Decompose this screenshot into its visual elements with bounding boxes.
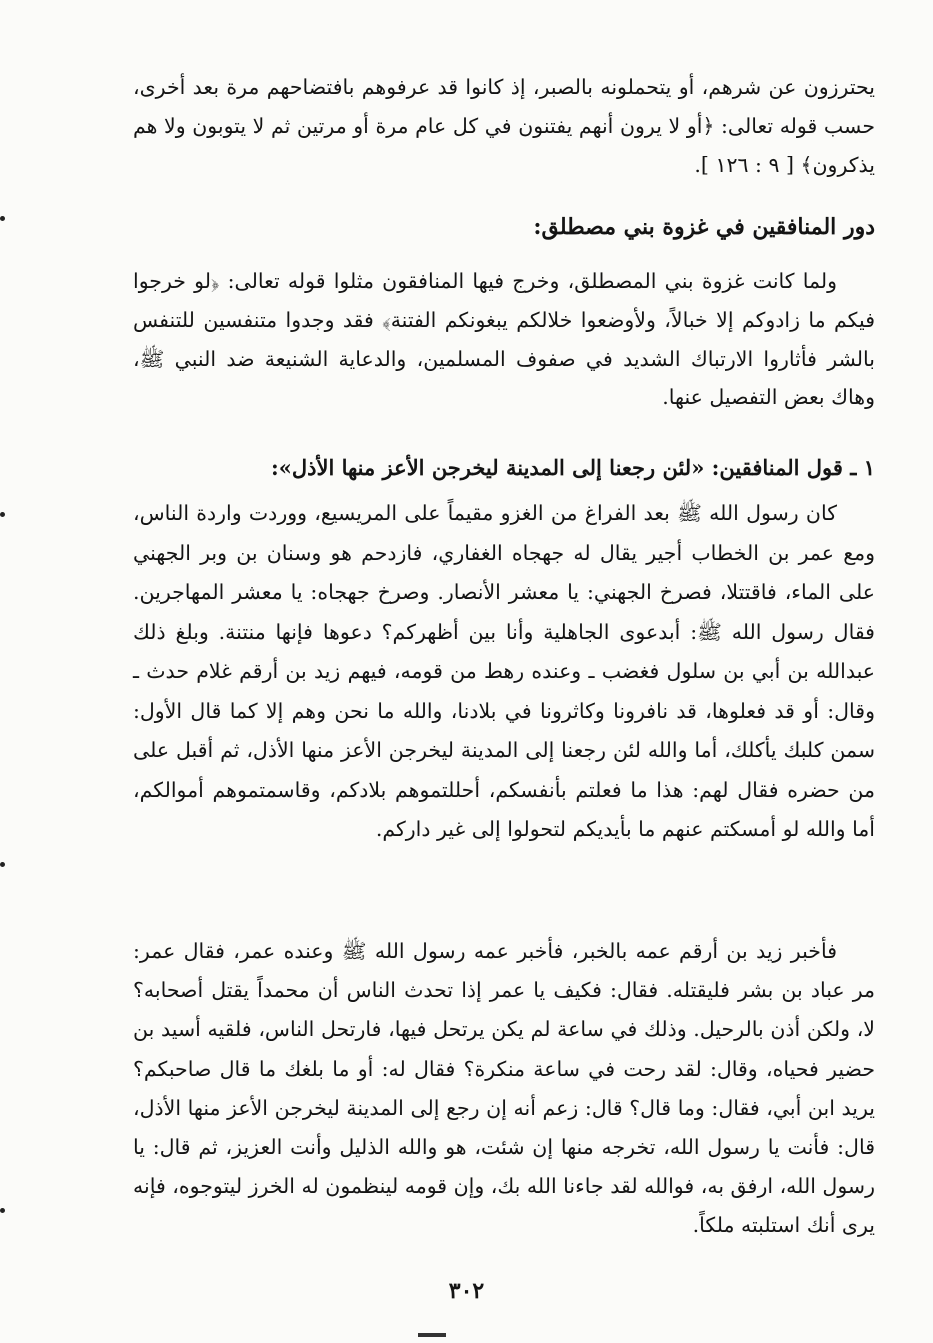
paragraph-text: ولما كانت غزوة بني المصطلق، وخرج فيها المنافقون مثلوا قوله تعالى: ﴿لو خرجوا فيكم ما زادوكم إلا خبالاً، ولأوضعوا خلالكم يبغونكم الفتنة﴾ فقد وجدوا متنفسين للتنفس بالشر فأثاروا الارتباك الشديد في صفوف المسلمين، والدعاية الشنيعة ضد النبي ﷺ، وهاك بعض التفصيل عنها. [133,269,875,410]
scan-edge-mark [0,216,5,221]
paragraph-text: كان رسول الله ﷺ بعد الفراغ من الغزو مقيماً على المريسيع، ووردت واردة الناس، ومع عمر بن الخطاب أجير يقال له جهجاه الغفاري، فازدحم هو وسنان بن وبر الجهني على الماء، فاقتتلا، فصرخ الجهني: يا معشر الأنصار. وصرخ جهجاه: يا معشر المهاجرين. فقال رسول الله ﷺ: أبدعوى الجاهلية وأنا بين أظهركم؟ دعوها فإنها منتنة. وبلغ ذلك عبدالله بن أبي بن سلول فغضب ـ وعنده رهط من قومه، فيهم زيد بن أرقم غلام حدث ـ وقال: أو قد فعلوها، قد نافرونا وكاثرونا في بلادنا، والله ما نحن وهم إلا كما قال الأول: سمن كلبك يأكلك، أما والله لئن رجعنا إلى المدينة ليخرجن الأعز منها الأذل، ثم أقبل على من حضره فقال لهم: هذا ما فعلتم بأنفسكم، أحللتموهم بلادكم، وقاسمتموهم أموالكم، أما والله لو أمسكتم عنهم ما بأيديكم لتحولوا إلى غير داركم. [133,501,875,841]
subsection-heading: ١ ـ قول المنافقين: «لئن رجعنا إلى المدينة ليخرجن الأعز منها الأذل»: [271,455,875,480]
scan-edge-mark [0,1208,5,1213]
scan-bottom-mark [418,1333,446,1337]
paragraph [133,932,875,1246]
paragraph [133,494,875,850]
paragraph-text: فأخبر زيد بن أرقم عمه بالخبر، فأخبر عمه رسول الله ﷺ وعنده عمر، فقال عمر: مر عباد بن بشر فليقتله. فقال: فكيف يا عمر إذا تحدث الناس أن محمداً يقتل أصحابه؟ لا، ولكن أذن بالرحيل. وذلك في ساعة لم يكن يرتحل فيها، فارتحل الناس، فلقيه أسيد بن حضير فحياه، وقال: لقد رحت في ساعة منكرة؟ فقال له: أو ما بلغك ما قال صاحبكم؟ يريد ابن أبي، فقال: وما قال؟ قال: زعم أنه إن رجع إلى المدينة ليخرجن الأعز منها الأذل، قال: فأنت يا رسول الله، تخرجه منها إن شئت، هو والله الذليل وأنت العزيز، ثم قال: يا رسول الله، ارفق به، فوالله لقد جاءنا الله بك، وإن قومه لينظمون له الخرز ليتوجوه، فإنه يرى أنك استلبته ملكاً. [133,939,875,1238]
paragraph [133,68,875,184]
section-heading: دور المنافقين في غزوة بني مصطلق: [533,214,875,240]
paragraph [133,262,875,417]
scan-edge-mark [0,862,5,867]
page-number: ٣٠٢ [448,1278,485,1304]
paragraph-text: يحترزون عن شرهم، أو يتحملونه بالصبر، إذ كانوا قد عرفوهم بافتضاحهم مرة بعد أخرى، حسب قوله تعالى: ﴿أو لا يرون أنهم يفتنون في كل عام مرة أو مرتين ثم لا يتوبون ولا هم يذكرون﴾ [ ٩ : ١٢٦ ]. [133,75,875,177]
scan-edge-mark [0,512,5,517]
